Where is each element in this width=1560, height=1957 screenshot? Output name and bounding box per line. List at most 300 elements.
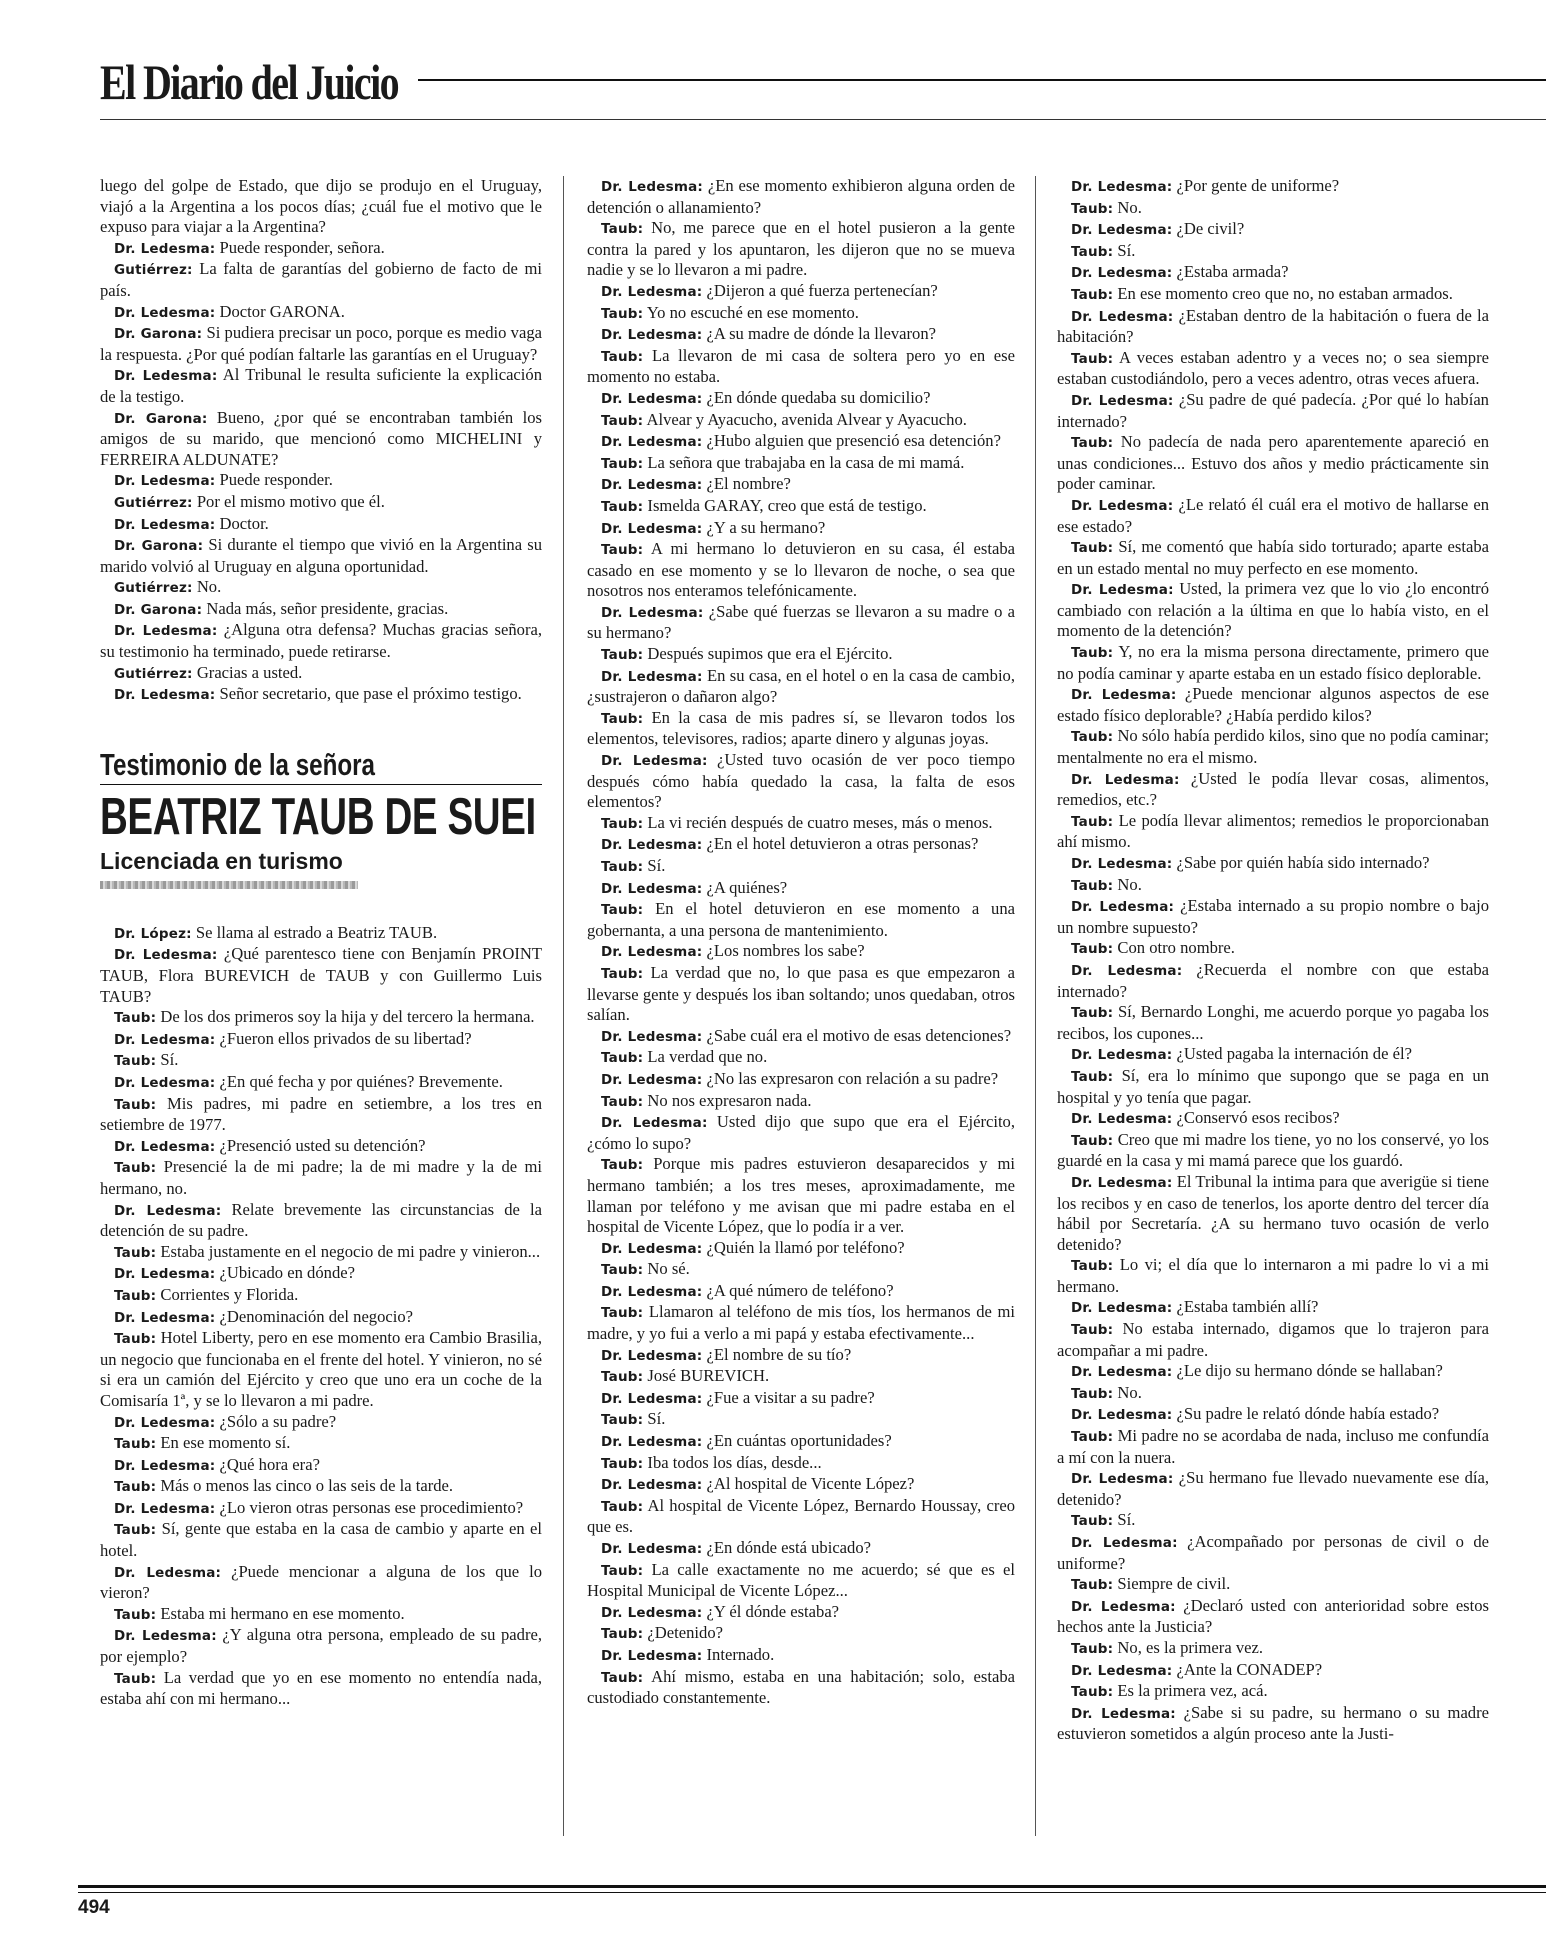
utterance-text: ¿Y alguna otra persona, empleado de su padre, por ejemplo? <box>100 1625 542 1667</box>
transcript-line <box>1057 726 1489 768</box>
transcript-line <box>1057 1638 1489 1660</box>
utterance-text: Señor secretario, que pase el próximo testigo. <box>219 684 522 704</box>
utterance-text: A veces estaban adentro y a veces no; o sea siempre estaban custodiándolo, pero a veces adentro, otras veces afuera. <box>1057 347 1489 389</box>
utterance-text: Alvear y Ayacucho, avenida Alvear y Ayacucho. <box>646 409 967 429</box>
utterance-text: ¿Qué parentesco tiene con Benjamín PROINT TAUB, Flora BUREVICH de TAUB y con Guillermo Luis TAUB? <box>100 944 542 1006</box>
transcript-line <box>100 944 542 1007</box>
transcript-line <box>587 813 1015 835</box>
speaker-label: Dr. Ledesma: <box>601 1115 708 1132</box>
transcript-line <box>1057 390 1489 432</box>
speaker-label: Taub: <box>601 412 644 429</box>
speaker-label: Dr. Ledesma: <box>114 240 216 257</box>
transcript-line <box>587 1026 1015 1048</box>
transcript-line <box>1057 1255 1489 1297</box>
speaker-label: Gutiérrez: <box>114 262 193 279</box>
speaker-label: Taub: <box>601 348 644 365</box>
transcript-line <box>100 1050 542 1072</box>
utterance-text: ¿Estaba también allí? <box>1176 1297 1319 1317</box>
utterance-text: ¿En qué fecha y por quiénes? Brevemente. <box>219 1072 503 1091</box>
utterance-text: A mi hermano lo detuvieron en su casa, él estaba casado en ese momento y se lo llevaron de noche, o sea que nosotros nos enteramos telefónicamente. <box>587 539 1016 601</box>
utterance-text: Más o menos las cinco o las seis de la tarde. <box>160 1476 454 1496</box>
speaker-label: Taub: <box>114 1160 157 1177</box>
transcript-line <box>587 474 1015 496</box>
utterance-text: Corrientes y Florida. <box>160 1284 299 1304</box>
utterance-text: El Tribunal la intima para que averigüe si tiene los recibos y en caso de tenerlos, los aporte dentro del tercer día hábil por Secretaría. ¿A su hermano tuvo ocasión de verlo detenido? <box>1057 1171 1489 1254</box>
transcript-line <box>587 388 1015 410</box>
speaker-label: Dr. Ledesma: <box>114 1138 216 1155</box>
transcript-line <box>1057 1574 1489 1596</box>
utterance-text: luego del golpe de Estado, que dijo se produjo en el Uruguay, viajó a la Argentina a los pocos días; ¿cuál fue el motivo que le expuso para viajar a la Argentina? <box>100 176 542 237</box>
speaker-label: Dr. Ledesma: <box>601 1434 703 1451</box>
speaker-label: Dr. Ledesma: <box>1071 179 1173 195</box>
transcript-line <box>1057 1172 1489 1255</box>
utterance-text: José BUREVICH. <box>647 1366 770 1386</box>
transcript-line <box>1057 769 1489 811</box>
speaker-label: Taub: <box>601 221 644 238</box>
transcript-line <box>1057 284 1489 306</box>
transcript-line <box>100 1498 542 1520</box>
transcript-line <box>1057 1002 1489 1044</box>
utterance-text: ¿Por gente de uniforme? <box>1176 176 1340 195</box>
speaker-label: Dr. Ledesma: <box>114 1628 217 1645</box>
speaker-label: Dr. Ledesma: <box>601 1647 703 1664</box>
utterance-text: ¿Sólo a su padre? <box>219 1411 337 1431</box>
utterance-text: La verdad que no, lo que pasa es que empezaron a llevarse gente y después los iban soltando; unos quedaban, otros salían. <box>587 962 1015 1025</box>
speaker-label: Taub: <box>1071 243 1114 260</box>
transcript-line <box>587 431 1015 453</box>
speaker-label: Dr. Ledesma: <box>601 604 704 621</box>
utterance-text: Al hospital de Vicente López, Bernardo Houssay, creo que es. <box>587 1495 1016 1537</box>
speaker-label: Dr. Ledesma: <box>1071 222 1173 239</box>
speaker-label: Taub: <box>601 859 644 875</box>
transcript-line <box>1057 1383 1489 1405</box>
utterance-text: ¿Fueron ellos privados de su libertad? <box>219 1028 472 1048</box>
transcript-line <box>587 346 1015 388</box>
transcript-line <box>1057 1108 1489 1130</box>
utterance-text: Sí, me comentó que había sido torturado; aparte estaba en un estado mental no muy perfecto en ese momento. <box>1057 537 1489 578</box>
testimony-rule <box>100 784 542 785</box>
transcript-line <box>100 577 542 599</box>
speaker-label: Taub: <box>114 1606 157 1623</box>
speaker-label: Dr. Ledesma: <box>601 1283 703 1300</box>
transcript-line <box>1057 495 1489 537</box>
utterance-text: ¿Estaba internado a su propio nombre o bajo un nombre supuesto? <box>1057 896 1489 937</box>
transcript-line <box>1057 1066 1489 1108</box>
utterance-text: Creo que mi madre los tiene, yo no los conservé, yo los guardé en la casa y mi mamá parece que los guardó. <box>1057 1129 1489 1171</box>
transcript-line <box>1057 219 1489 241</box>
utterance-text: Nada más, señor presidente, gracias. <box>206 598 449 618</box>
utterance-text: No, es la primera vez. <box>1117 1637 1264 1657</box>
speaker-label: Taub: <box>1071 286 1114 303</box>
transcript-line <box>100 514 542 536</box>
speaker-label: Taub: <box>114 1287 157 1304</box>
utterance-text: ¿A qué número de teléfono? <box>706 1280 894 1300</box>
utterance-text: Se llama al estrado a Beatriz TAUB. <box>195 922 438 942</box>
utterance-text: ¿A su madre de dónde la llevaron? <box>706 324 936 344</box>
transcript-line <box>587 1431 1015 1453</box>
transcript-line <box>1057 241 1489 263</box>
transcript-line <box>587 1667 1015 1709</box>
utterance-text: ¿En ese momento exhibieron alguna orden de detención o allanamiento? <box>587 176 1015 217</box>
speaker-label: Dr. Ledesma: <box>1071 962 1183 979</box>
transcript-line <box>587 963 1015 1026</box>
utterance-text: Yo no escuché en ese momento. <box>646 302 859 322</box>
speaker-label: Dr. Ledesma: <box>114 1031 216 1048</box>
speaker-label: Dr. Ledesma: <box>114 368 218 385</box>
transcript-line <box>1057 853 1489 875</box>
utterance-text: Usted dijo que supo que era el Ejército, ¿cómo lo supo? <box>587 1112 1015 1153</box>
transcript-line <box>100 176 542 238</box>
speaker-label: Dr. Ledesma: <box>601 1477 703 1494</box>
utterance-text: Siempre de civil. <box>1117 1574 1231 1594</box>
transcript-line <box>1057 811 1489 853</box>
utterance-text: En su casa, en el hotel o en la casa de cambio, ¿sustrajeron o dañaron algo? <box>587 665 1016 707</box>
utterance-text: ¿Y él dónde estaba? <box>706 1601 840 1621</box>
speaker-label: Taub: <box>1071 1385 1114 1402</box>
speaker-label: Dr. Ledesma: <box>114 304 216 321</box>
speaker-label: Dr. Ledesma: <box>114 516 216 533</box>
utterance-text: No sé. <box>647 1259 690 1279</box>
transcript-line <box>1057 262 1489 284</box>
speaker-label: Taub: <box>114 1010 157 1027</box>
utterance-text: ¿Sabe por quién había sido internado? <box>1176 853 1430 872</box>
transcript-line <box>1057 176 1489 198</box>
transcript-line <box>1057 896 1489 938</box>
utterance-text: ¿Alguna otra defensa? Muchas gracias señora, su testimonio ha terminado, puede retirarse. <box>100 620 542 662</box>
utterance-text: No nos expresaron nada. <box>647 1090 812 1110</box>
utterance-text: Sí. <box>160 1050 179 1070</box>
utterance-text: Al Tribunal le resulta suficiente la explicación de la testigo. <box>100 365 542 406</box>
speaker-label: Taub: <box>601 965 644 982</box>
speaker-label: Taub: <box>1071 1132 1114 1149</box>
transcript-line <box>100 1029 542 1051</box>
utterance-text: No estaba internado, digamos que lo trajeron para acompañar a mi padre. <box>1057 1319 1489 1360</box>
speaker-label: Dr. Ledesma: <box>1071 1174 1173 1191</box>
utterance-text: Gracias a usted. <box>196 662 303 682</box>
transcript-line <box>100 1285 542 1307</box>
utterance-text: En el hotel detuvieron en ese momento a una gobernanta, a una persona de mantenimiento. <box>587 899 1016 940</box>
speaker-label: Taub: <box>1071 1068 1114 1085</box>
speaker-label: Dr. López: <box>114 925 192 942</box>
speaker-label: Dr. Ledesma: <box>114 1266 216 1283</box>
speaker-label: Dr. Ledesma: <box>1071 1111 1173 1128</box>
speaker-label: Dr. Ledesma: <box>601 753 708 770</box>
utterance-text: ¿Hubo alguien que presenció esa detención? <box>706 431 1001 451</box>
speaker-label: Dr. Ledesma: <box>1071 856 1173 872</box>
utterance-text: ¿Lo vieron otras personas ese procedimiento? <box>219 1497 524 1517</box>
speaker-label: Taub: <box>601 1305 644 1322</box>
utterance-text: No padecía de nada pero aparentemente apareció en unas condiciones... Estuvo dos años y medio prácticamente sin poder caminar. <box>1057 432 1489 494</box>
utterance-text: Por el mismo motivo que él. <box>196 491 385 511</box>
column-divider <box>563 176 564 1836</box>
transcript-line <box>100 684 542 706</box>
utterance-text: ¿Sabe si su padre, su hermano o su madre estuvieron sometidos a algún proceso ante la Justi- <box>1057 1702 1489 1744</box>
transcript-line <box>100 470 542 492</box>
speaker-label: Gutiérrez: <box>114 665 193 682</box>
transcript-line <box>100 323 542 365</box>
utterance-text: ¿Detenido? <box>647 1623 723 1643</box>
utterance-text: La llevaron de mi casa de soltera pero yo en ese momento no estaba. <box>587 345 1015 387</box>
transcript-line <box>100 663 542 685</box>
speaker-label: Dr. Ledesma: <box>601 668 703 685</box>
transcript-line <box>100 365 542 407</box>
transcript-line <box>587 1366 1015 1388</box>
transcript-line <box>587 496 1015 518</box>
transcript-line <box>587 1560 1015 1602</box>
transcript-line <box>1057 1319 1489 1361</box>
transcript-line <box>1057 1596 1489 1638</box>
speaker-label: Dr. Ledesma: <box>601 1541 703 1557</box>
transcript-line <box>587 899 1015 941</box>
utterance-text: ¿A quiénes? <box>706 877 788 897</box>
utterance-text: Llamaron al teléfono de mis tíos, los hermanos de mi madre, y yo fui a verlo a mi papá y estaba efectivamente... <box>587 1302 1015 1344</box>
speaker-label: Dr. Ledesma: <box>1071 687 1177 704</box>
transcript-part-1 <box>100 176 542 706</box>
speaker-label: Dr. Ledesma: <box>114 623 218 640</box>
utterance-text: ¿En dónde está ubicado? <box>706 1538 872 1557</box>
speaker-label: Taub: <box>601 1455 644 1472</box>
speaker-label: Dr. Ledesma: <box>1071 582 1174 599</box>
transcript-line <box>100 1094 542 1136</box>
utterance-text: Mi padre no se acordaba de nada, incluso me confundía a mí con la nuera. <box>1057 1426 1489 1467</box>
transcript-line <box>587 281 1015 303</box>
transcript-line <box>1057 642 1489 684</box>
transcript-line <box>587 856 1015 878</box>
speaker-label: Dr. Ledesma: <box>114 473 216 490</box>
utterance-text: ¿Qué hora era? <box>219 1454 320 1474</box>
transcript-line <box>1057 306 1489 348</box>
speaker-label: Taub: <box>601 647 644 664</box>
speaker-label: Dr. Ledesma: <box>601 283 703 300</box>
speaker-label: Taub: <box>1071 540 1114 557</box>
speaker-label: Dr. Ledesma: <box>114 1309 216 1326</box>
transcript-line <box>100 1519 542 1561</box>
transcript-line <box>100 1328 542 1411</box>
speaker-label: Taub: <box>114 1096 157 1113</box>
utterance-text: Sí. <box>1117 240 1136 260</box>
utterance-text: ¿Ante la CONADEP? <box>1176 1659 1323 1679</box>
utterance-text: Si durante el tiempo que vivió en la Argentina su marido volvió al Uruguay en alguna oportunidad. <box>100 535 542 576</box>
transcript-line <box>100 599 542 621</box>
speaker-label: Taub: <box>1071 435 1114 452</box>
speaker-label: Dr. Ledesma: <box>1071 1047 1173 1064</box>
transcript-line <box>1057 1660 1489 1682</box>
speaker-label: Taub: <box>601 815 644 832</box>
speaker-label: Dr. Ledesma: <box>114 1457 216 1474</box>
utterance-text: Sí. <box>647 1409 666 1429</box>
transcript-line <box>100 1625 542 1667</box>
utterance-text: En la casa de mis padres sí, se llevaron todos los elementos, televisores, radios; aparte dinero y algunas joyas. <box>587 707 1015 749</box>
speaker-label: Dr. Ledesma: <box>1071 1471 1174 1488</box>
speaker-label: Dr. Ledesma: <box>601 179 704 195</box>
transcript-line <box>587 453 1015 475</box>
transcript-line <box>587 1388 1015 1410</box>
speaker-label: Dr. Ledesma: <box>1071 265 1173 282</box>
transcript-line <box>1057 432 1489 495</box>
speaker-label: Taub: <box>1071 1429 1114 1446</box>
speaker-label: Dr. Ledesma: <box>1071 392 1174 409</box>
testimony-heading <box>100 748 542 889</box>
transcript-line <box>587 1645 1015 1667</box>
transcript-line <box>587 1474 1015 1496</box>
utterance-text: Ahí mismo, estaba en una habitación; solo, estaba custodiado constantemente. <box>587 1666 1016 1708</box>
speaker-label: Taub: <box>1071 200 1114 217</box>
transcript-line <box>1057 1532 1489 1574</box>
transcript-line <box>587 303 1015 325</box>
speaker-label: Taub: <box>601 1626 644 1643</box>
transcript-line <box>587 176 1015 218</box>
speaker-label: Dr. Ledesma: <box>1071 1535 1178 1551</box>
transcript-line <box>1057 1361 1489 1383</box>
utterance-text: ¿El nombre? <box>706 474 791 494</box>
speaker-label: Taub: <box>601 498 644 515</box>
speaker-label: Dr. Ledesma: <box>601 837 703 854</box>
transcript-line <box>587 1409 1015 1431</box>
transcript-line <box>587 324 1015 346</box>
publication-title: El Diario del Juicio <box>100 54 398 110</box>
transcript-line <box>1057 875 1489 897</box>
speaker-label: Taub: <box>601 902 644 919</box>
transcript-line <box>1057 348 1489 390</box>
utterance-text: ¿Acompañado por personas de civil o de uniforme? <box>1057 1532 1490 1573</box>
utterance-text: Sí. <box>1117 1510 1136 1530</box>
speaker-label: Dr. Ledesma: <box>114 1202 222 1219</box>
utterance-text: No, me parece que en el hotel pusieron a la gente contra la pared y los apuntaron, les dijeron que no se mueva nadie y se lo llevaron a mi padre. <box>587 218 1015 280</box>
utterance-text: ¿Usted pagaba la internación de él? <box>1176 1044 1412 1064</box>
transcript-line <box>100 1007 542 1029</box>
utterance-text: ¿Recuerda el nombre con que estaba internado? <box>1057 959 1489 1001</box>
transcript-line <box>100 1136 542 1158</box>
utterance-text: La vi recién después de cuatro meses, más o menos. <box>647 812 993 832</box>
transcript-line <box>587 1154 1015 1237</box>
speaker-label: Dr. Ledesma: <box>114 1500 216 1517</box>
transcript-line <box>587 834 1015 856</box>
footer-rule <box>78 1885 1546 1888</box>
speaker-label: Taub: <box>114 1522 157 1539</box>
utterance-text: ¿Sabe qué fuerzas se llevaron a su madre o a su hermano? <box>587 601 1015 643</box>
utterance-text: ¿Su hermano fue llevado nuevamente ese día, detenido? <box>1057 1468 1490 1509</box>
utterance-text: Hotel Liberty, pero en ese momento era Cambio Brasilia, un negocio que funcionaba en el frente del hotel. Y vinieron, no sé si era un camión del Ejército y creo que uno era un coche de la Comisaría 1ª, y se lo llevaron a mi padre. <box>100 1328 542 1410</box>
speaker-label: Taub: <box>1071 1258 1114 1275</box>
speaker-label: Dr. Ledesma: <box>114 1075 216 1091</box>
utterance-text: No. <box>196 577 222 597</box>
transcript-line <box>1057 960 1489 1002</box>
utterance-text: Y, no era la misma persona directamente, primero que no podía caminar y aparte estaba en un estado físico deplorable. <box>1057 642 1489 683</box>
footer-rule-thin <box>78 1892 1546 1893</box>
transcript-line <box>1057 1510 1489 1532</box>
transcript-line <box>100 259 542 301</box>
utterance-text: ¿En cuántas oportunidades? <box>706 1431 892 1451</box>
speaker-label: Dr. Ledesma: <box>1071 1598 1176 1615</box>
utterance-text: No. <box>1117 1382 1142 1402</box>
page-number: 494 <box>78 1897 110 1918</box>
transcript-line <box>587 1602 1015 1624</box>
transcript-line <box>100 1242 542 1264</box>
utterance-text: ¿Quién la llamó por teléfono? <box>706 1237 905 1257</box>
speaker-label: Taub: <box>114 1670 157 1687</box>
utterance-text: ¿Denominación del negocio? <box>219 1306 414 1326</box>
speaker-label: Taub: <box>114 1244 157 1261</box>
utterance-text: Sí, Bernardo Longhi, me acuerdo porque yo pagaba los recibos, los cupones... <box>1057 1002 1489 1043</box>
utterance-text: ¿Puede mencionar algunos aspectos de ese estado físico deplorable? ¿Había perdido kilos? <box>1057 684 1489 725</box>
transcript-line <box>587 1453 1015 1475</box>
speaker-label: Taub: <box>1071 1640 1114 1657</box>
speaker-label: Taub: <box>1071 1684 1114 1701</box>
transcript-line <box>100 1433 542 1455</box>
utterance-text: ¿Declaró usted con anterioridad sobre estos hechos ante la Justicia? <box>1057 1595 1490 1637</box>
column-1 <box>100 176 542 1710</box>
transcript-line <box>100 620 542 662</box>
utterance-text: La falta de garantías del gobierno de facto de mi país. <box>100 259 542 300</box>
utterance-text: La señora que trabajaba en la casa de mi mamá. <box>647 452 965 472</box>
speaker-label: Dr. Ledesma: <box>601 1347 703 1364</box>
speaker-label: Gutiérrez: <box>114 494 193 511</box>
speaker-label: Taub: <box>114 1331 157 1348</box>
transcript-line <box>587 644 1015 666</box>
testimony-kicker: Testimonio de la señora <box>100 746 376 782</box>
speaker-label: Dr. Ledesma: <box>1071 1705 1176 1722</box>
speaker-label: Dr. Ledesma: <box>601 1390 703 1407</box>
speaker-label: Dr. Ledesma: <box>601 520 703 537</box>
transcript-line <box>100 535 542 577</box>
speaker-label: Taub: <box>1071 1005 1114 1022</box>
transcript-line <box>1057 1130 1489 1172</box>
transcript-line <box>587 1238 1015 1260</box>
decorative-bar <box>100 881 358 889</box>
transcript-line <box>587 941 1015 963</box>
speaker-label: Dr. Ledesma: <box>601 1604 703 1621</box>
utterance-text: En ese momento creo que no, no estaban armados. <box>1117 283 1453 303</box>
speaker-label: Taub: <box>601 1562 644 1579</box>
utterance-text: ¿Usted le podía llevar cosas, alimentos, remedios, etc.? <box>1057 768 1490 810</box>
transcript-line <box>100 1200 542 1242</box>
utterance-text: ¿El nombre de su tío? <box>706 1344 852 1364</box>
transcript-line <box>1057 938 1489 960</box>
transcript-line <box>100 1562 542 1604</box>
speaker-label: Taub: <box>1071 1513 1114 1530</box>
speaker-label: Taub: <box>601 305 644 322</box>
utterance-text: ¿Y a su hermano? <box>706 517 826 537</box>
utterance-text: En ese momento sí. <box>160 1433 291 1453</box>
transcript-line <box>100 1604 542 1626</box>
utterance-text: ¿No las expresaron con relación a su padre? <box>706 1068 999 1088</box>
transcript-line <box>1057 1404 1489 1426</box>
speaker-label: Dr. Garona: <box>114 326 203 343</box>
transcript-line <box>587 518 1015 540</box>
utterance-text: ¿Presenció usted su detención? <box>219 1135 426 1155</box>
utterance-text: Iba todos los días, desde... <box>647 1452 822 1472</box>
speaker-label: Taub: <box>1071 813 1114 830</box>
witness-name: BEATRIZ TAUB DE SUEI <box>100 787 536 846</box>
utterance-text: ¿Dijeron a qué fuerza pertenecían? <box>706 280 938 300</box>
transcript-line <box>587 602 1015 644</box>
utterance-text: ¿Puede mencionar a alguna de los que lo vieron? <box>100 1561 542 1603</box>
transcript-line <box>1057 1297 1489 1319</box>
transcript-line <box>100 1072 542 1094</box>
speaker-label: Dr. Ledesma: <box>601 880 703 897</box>
utterance-text: Sí, gente que estaba en la casa de cambio y aparte en el hotel. <box>100 1519 542 1561</box>
utterance-text: Doctor. <box>219 513 269 533</box>
speaker-label: Dr. Ledesma: <box>1071 1662 1173 1679</box>
transcript-line <box>100 492 542 514</box>
utterance-text: ¿Conservó esos recibos? <box>1176 1108 1340 1128</box>
witness-profession: Licenciada en turismo <box>100 847 343 874</box>
speaker-label: Dr. Ledesma: <box>1071 899 1175 916</box>
utterance-text: Presencié la de mi padre; la de mi madre y la de mi hermano, no. <box>100 1157 542 1198</box>
transcript-line <box>100 1412 542 1434</box>
speaker-label: Taub: <box>601 710 644 727</box>
speaker-label: Taub: <box>114 1053 157 1070</box>
